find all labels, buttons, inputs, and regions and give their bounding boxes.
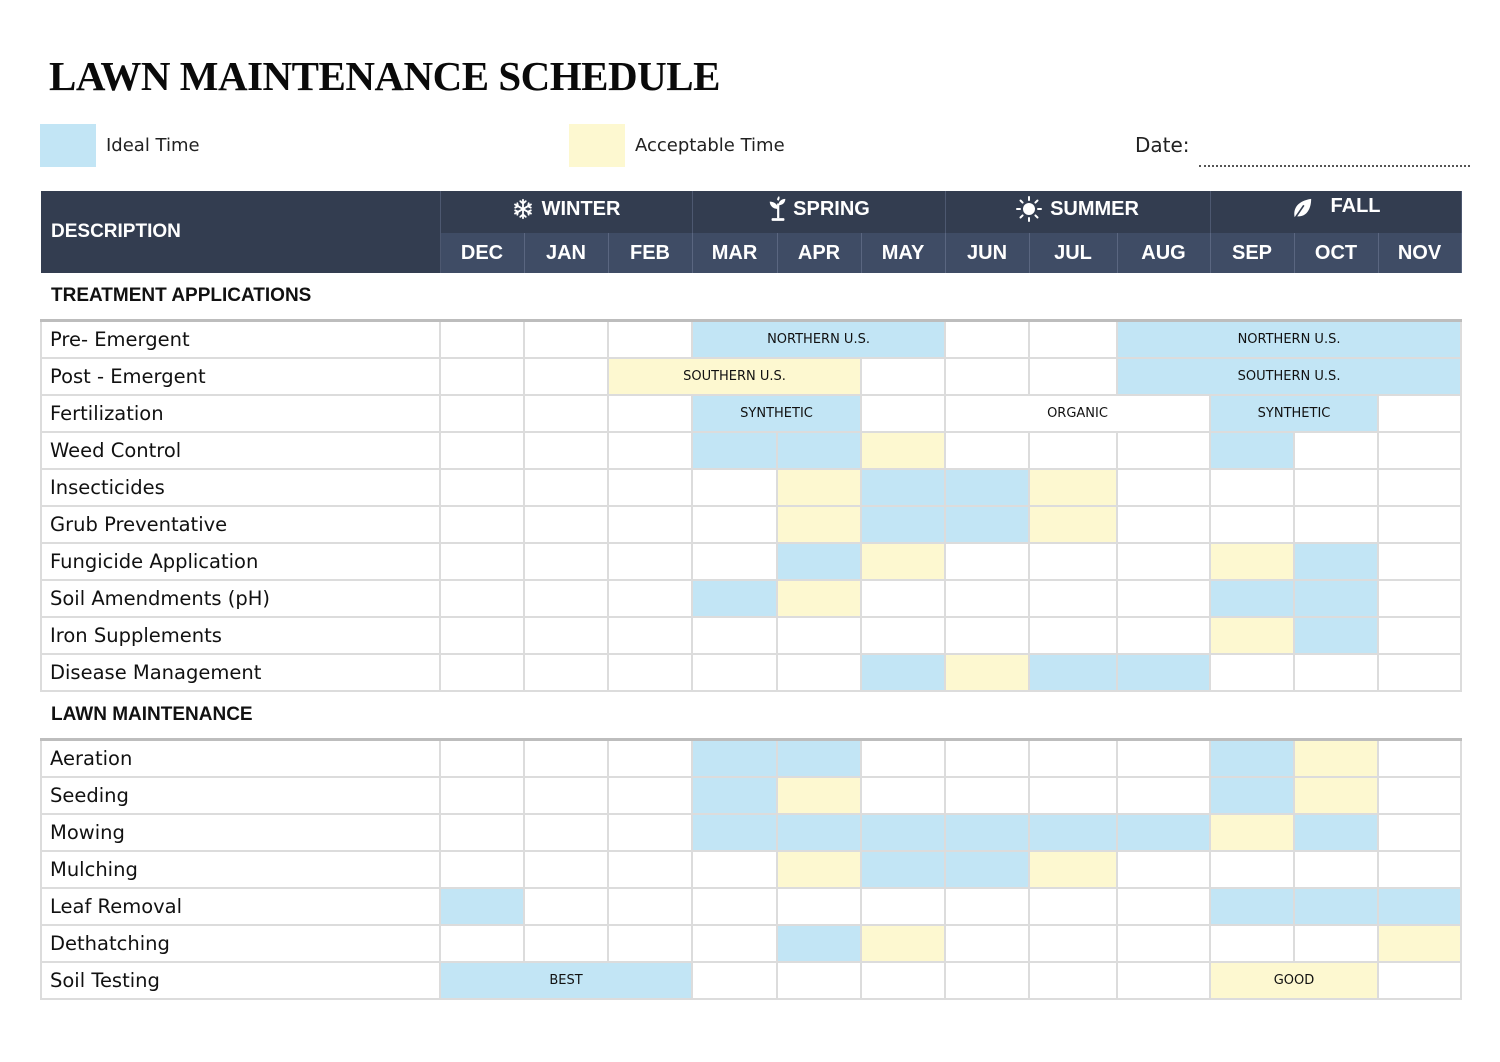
schedule-cell-jun	[945, 506, 1029, 543]
schedule-cell-nov	[1378, 814, 1461, 851]
table-row	[41, 395, 1461, 432]
schedule-cell-nov	[1378, 506, 1461, 543]
schedule-cell-may	[861, 617, 945, 654]
schedule-cell-may	[861, 432, 945, 469]
schedule-cell-dec	[440, 925, 524, 962]
schedule-cell-jun	[945, 740, 1029, 778]
schedule-cell-aug	[1117, 469, 1210, 506]
schedule-cell-none	[440, 358, 524, 395]
schedule-cell-none	[524, 395, 608, 432]
schedule-cell-jul	[1029, 506, 1117, 543]
schedule-cell-sep	[1210, 777, 1294, 814]
schedule-cell-may	[861, 506, 945, 543]
schedule-cell-jan	[524, 543, 608, 580]
schedule-cell-jun	[945, 617, 1029, 654]
schedule-cell-nov	[1378, 777, 1461, 814]
page-title: LAWN MAINTENANCE SCHEDULE	[49, 53, 720, 99]
schedule-cell-jul	[1029, 851, 1117, 888]
schedule-cell-sep	[1210, 580, 1294, 617]
table-row	[41, 654, 1461, 691]
section-header-row	[41, 691, 1461, 740]
schedule-cell-jul	[1029, 814, 1117, 851]
schedule-cell-none	[861, 395, 945, 432]
row-label: Dethatching	[41, 925, 440, 962]
schedule-cell-none	[1378, 395, 1461, 432]
schedule-cell-jan	[524, 814, 608, 851]
schedule-cell-apr	[777, 888, 861, 925]
table-row	[41, 851, 1461, 888]
schedule-cell-jun	[945, 432, 1029, 469]
schedule-cell-none	[1029, 321, 1117, 359]
schedule-cell-sep	[1210, 469, 1294, 506]
schedule-cell-jan	[524, 469, 608, 506]
row-label: Seeding	[41, 777, 440, 814]
table-row	[41, 777, 1461, 814]
month-header-dec: DEC	[440, 233, 524, 273]
schedule-cell-aug	[1117, 925, 1210, 962]
schedule-cell-apr	[777, 469, 861, 506]
legend-ideal-label: Ideal Time	[106, 135, 200, 156]
schedule-cell-apr	[777, 580, 861, 617]
schedule-cell-may	[861, 469, 945, 506]
month-header-jan: JAN	[524, 233, 608, 273]
schedule-cell-feb	[608, 432, 692, 469]
schedule-cell-jan	[524, 777, 608, 814]
schedule-cell-jan	[524, 925, 608, 962]
schedule-cell-jan	[524, 506, 608, 543]
table-row	[41, 617, 1461, 654]
schedule-cell-mar	[692, 777, 777, 814]
season-summer-label: SUMMER	[1050, 197, 1139, 220]
schedule-cell-jun	[945, 888, 1029, 925]
schedule-cell-jul	[1029, 888, 1117, 925]
schedule-cell-oct	[1294, 851, 1378, 888]
schedule-cell-feb	[608, 617, 692, 654]
month-header-jul: JUL	[1029, 233, 1117, 273]
schedule-cell-jan	[524, 851, 608, 888]
section-title: TREATMENT APPLICATIONS	[41, 273, 1461, 321]
schedule-cell-jan	[524, 617, 608, 654]
schedule-cell-dec	[440, 506, 524, 543]
schedule-cell-mar	[692, 617, 777, 654]
schedule-cell-accept: GOOD	[1210, 962, 1378, 999]
schedule-cell-apr	[777, 654, 861, 691]
schedule-table	[40, 191, 1462, 1000]
schedule-cell-nov	[1378, 925, 1461, 962]
month-header-apr: APR	[777, 233, 861, 273]
schedule-cell-feb	[608, 740, 692, 778]
schedule-cell-nov	[1378, 543, 1461, 580]
schedule-cell-nov	[1378, 888, 1461, 925]
schedule-cell-dec	[440, 432, 524, 469]
schedule-cell-feb	[608, 925, 692, 962]
table-row	[41, 506, 1461, 543]
schedule-cell-feb	[608, 580, 692, 617]
schedule-cell-ideal: NORTHERN U.S.	[692, 321, 945, 359]
schedule-cell-nov	[1378, 740, 1461, 778]
schedule-cell-mar	[692, 888, 777, 925]
schedule-cell-may	[861, 777, 945, 814]
schedule-cell-sep	[1210, 888, 1294, 925]
schedule-cell-jun	[945, 851, 1029, 888]
schedule-cell-jul	[1029, 432, 1117, 469]
schedule-cell-apr	[777, 506, 861, 543]
schedule-cell-none	[1029, 962, 1117, 999]
schedule-cell-oct	[1294, 617, 1378, 654]
schedule-cell-apr	[777, 851, 861, 888]
schedule-cell-aug	[1117, 617, 1210, 654]
schedule-cell-sep	[1210, 617, 1294, 654]
month-header-nov: NOV	[1378, 233, 1461, 273]
schedule-cell-may	[861, 543, 945, 580]
schedule-cell-mar	[692, 654, 777, 691]
schedule-cell-dec	[440, 814, 524, 851]
schedule-cell-jan	[524, 654, 608, 691]
schedule-cell-oct	[1294, 740, 1378, 778]
schedule-cell-may	[861, 580, 945, 617]
schedule-cell-sep	[1210, 740, 1294, 778]
schedule-cell-oct	[1294, 432, 1378, 469]
schedule-cell-mar	[692, 469, 777, 506]
snowflake-icon	[512, 198, 534, 220]
schedule-cell-dec	[440, 543, 524, 580]
schedule-cell-jun	[945, 469, 1029, 506]
schedule-cell-dec	[440, 740, 524, 778]
schedule-cell-aug	[1117, 777, 1210, 814]
row-label: Post - Emergent	[41, 358, 440, 395]
schedule-cell-jun	[945, 654, 1029, 691]
schedule-cell-sep	[1210, 851, 1294, 888]
schedule-cell-none	[777, 962, 861, 999]
row-label: Soil Testing	[41, 962, 440, 999]
schedule-cell-oct	[1294, 925, 1378, 962]
date-label: Date:	[1135, 133, 1190, 157]
row-label: Fertilization	[41, 395, 440, 432]
schedule-cell-aug	[1117, 851, 1210, 888]
schedule-cell-dec	[440, 851, 524, 888]
season-fall	[1210, 191, 1461, 233]
schedule-cell-oct	[1294, 469, 1378, 506]
schedule-cell-none	[440, 321, 524, 359]
leaf-icon	[1291, 197, 1313, 221]
schedule-cell-nov	[1378, 432, 1461, 469]
schedule-cell-apr	[777, 777, 861, 814]
row-label: Mulching	[41, 851, 440, 888]
date-input-line[interactable]	[1199, 165, 1470, 167]
schedule-cell-nov	[1378, 654, 1461, 691]
table-row	[41, 888, 1461, 925]
schedule-cell-dec	[440, 580, 524, 617]
schedule-cell-may	[861, 925, 945, 962]
table-row	[41, 432, 1461, 469]
schedule-cell-oct	[1294, 580, 1378, 617]
schedule-cell-feb	[608, 888, 692, 925]
schedule-cell-mar	[692, 506, 777, 543]
legend-ideal-swatch	[40, 124, 96, 167]
sprout-icon	[767, 196, 789, 222]
schedule-cell-aug	[1117, 580, 1210, 617]
schedule-cell-none	[608, 395, 692, 432]
schedule-cell-sep	[1210, 543, 1294, 580]
schedule-cell-dec	[440, 617, 524, 654]
schedule-cell-ideal: NORTHERN U.S.	[1117, 321, 1461, 359]
season-spring-label: SPRING	[793, 197, 870, 220]
month-header-mar: MAR	[692, 233, 777, 273]
schedule-cell-none	[945, 962, 1029, 999]
schedule-cell-none: ORGANIC	[945, 395, 1210, 432]
schedule-cell-dec	[440, 777, 524, 814]
legend-ideal	[40, 124, 200, 167]
schedule-cell-nov	[1378, 469, 1461, 506]
schedule-cell-feb	[608, 469, 692, 506]
season-winter	[440, 191, 692, 233]
row-label: Leaf Removal	[41, 888, 440, 925]
month-header-feb: FEB	[608, 233, 692, 273]
schedule-cell-oct	[1294, 814, 1378, 851]
schedule-cell-aug	[1117, 654, 1210, 691]
row-label: Disease Management	[41, 654, 440, 691]
schedule-cell-jul	[1029, 654, 1117, 691]
schedule-cell-feb	[608, 543, 692, 580]
schedule-cell-jan	[524, 888, 608, 925]
table-row	[41, 543, 1461, 580]
schedule-cell-sep	[1210, 506, 1294, 543]
schedule-cell-aug	[1117, 814, 1210, 851]
schedule-cell-none	[861, 358, 945, 395]
schedule-cell-aug	[1117, 740, 1210, 778]
sun-icon	[1016, 196, 1042, 222]
schedule-cell-apr	[777, 543, 861, 580]
schedule-cell-none	[1117, 962, 1210, 999]
schedule-cell-dec	[440, 469, 524, 506]
schedule-cell-none	[524, 321, 608, 359]
legend-acceptable	[569, 124, 785, 167]
schedule-cell-oct	[1294, 543, 1378, 580]
schedule-cell-oct	[1294, 654, 1378, 691]
table-row	[41, 925, 1461, 962]
table-row	[41, 580, 1461, 617]
table-row	[41, 740, 1461, 778]
schedule-cell-may	[861, 888, 945, 925]
schedule-cell-jan	[524, 432, 608, 469]
schedule-cell-jul	[1029, 777, 1117, 814]
row-label: Mowing	[41, 814, 440, 851]
schedule-cell-jan	[524, 740, 608, 778]
schedule-cell-none	[945, 321, 1029, 359]
schedule-cell-mar	[692, 814, 777, 851]
schedule-cell-aug	[1117, 506, 1210, 543]
section-title: LAWN MAINTENANCE	[41, 691, 1461, 740]
schedule-cell-jun	[945, 777, 1029, 814]
row-label: Iron Supplements	[41, 617, 440, 654]
row-label: Soil Amendments (pH)	[41, 580, 440, 617]
row-label: Grub Preventative	[41, 506, 440, 543]
schedule-cell-jul	[1029, 543, 1117, 580]
schedule-cell-apr	[777, 740, 861, 778]
schedule-cell-jun	[945, 543, 1029, 580]
schedule-cell-oct	[1294, 888, 1378, 925]
schedule-cell-aug	[1117, 432, 1210, 469]
season-fall-label: FALL	[1330, 194, 1381, 217]
schedule-cell-ideal: SYNTHETIC	[1210, 395, 1378, 432]
schedule-cell-feb	[608, 506, 692, 543]
schedule-cell-feb	[608, 777, 692, 814]
season-summer	[945, 191, 1210, 233]
schedule-cell-jun	[945, 580, 1029, 617]
table-row	[41, 469, 1461, 506]
schedule-cell-oct	[1294, 506, 1378, 543]
table-row	[41, 962, 1461, 999]
schedule-cell-jun	[945, 925, 1029, 962]
row-label: Insecticides	[41, 469, 440, 506]
schedule-cell-nov	[1378, 580, 1461, 617]
schedule-cell-mar	[692, 740, 777, 778]
legend-acceptable-swatch	[569, 124, 625, 167]
schedule-cell-nov	[1378, 617, 1461, 654]
schedule-cell-apr	[777, 617, 861, 654]
schedule-cell-sep	[1210, 814, 1294, 851]
schedule-cell-oct	[1294, 777, 1378, 814]
schedule-cell-may	[861, 814, 945, 851]
schedule-cell-may	[861, 740, 945, 778]
row-label: Pre- Emergent	[41, 321, 440, 359]
schedule-cell-jul	[1029, 580, 1117, 617]
schedule-cell-jul	[1029, 617, 1117, 654]
schedule-cell-ideal: BEST	[440, 962, 692, 999]
schedule-cell-apr	[777, 814, 861, 851]
table-row	[41, 321, 1461, 359]
table-row	[41, 358, 1461, 395]
schedule-cell-dec	[440, 888, 524, 925]
schedule-cell-none	[608, 321, 692, 359]
schedule-cell-ideal: SOUTHERN U.S.	[1117, 358, 1461, 395]
schedule-cell-dec	[440, 654, 524, 691]
schedule-cell-sep	[1210, 654, 1294, 691]
schedule-cell-none	[861, 962, 945, 999]
schedule-cell-none	[692, 962, 777, 999]
schedule-cell-ideal: SYNTHETIC	[692, 395, 861, 432]
schedule-cell-jul	[1029, 740, 1117, 778]
schedule-cell-none	[1378, 962, 1461, 999]
description-header: DESCRIPTION	[41, 191, 440, 273]
schedule-cell-sep	[1210, 925, 1294, 962]
row-label: Aeration	[41, 740, 440, 778]
season-winter-label: WINTER	[541, 197, 621, 220]
month-header-jun: JUN	[945, 233, 1029, 273]
month-header-may: MAY	[861, 233, 945, 273]
schedule-cell-none	[1029, 358, 1117, 395]
schedule-cell-apr	[777, 925, 861, 962]
schedule-cell-may	[861, 851, 945, 888]
schedule-cell-nov	[1378, 851, 1461, 888]
schedule-cell-mar	[692, 580, 777, 617]
schedule-cell-feb	[608, 814, 692, 851]
schedule-cell-accept: SOUTHERN U.S.	[608, 358, 861, 395]
section-header-row	[41, 273, 1461, 321]
schedule-cell-may	[861, 654, 945, 691]
row-label: Fungicide Application	[41, 543, 440, 580]
schedule-cell-jun	[945, 814, 1029, 851]
schedule-cell-jul	[1029, 925, 1117, 962]
schedule-cell-jan	[524, 580, 608, 617]
schedule-cell-none	[440, 395, 524, 432]
month-header-sep: SEP	[1210, 233, 1294, 273]
month-header-aug: AUG	[1117, 233, 1210, 273]
legend-acceptable-label: Acceptable Time	[635, 135, 785, 156]
schedule-cell-mar	[692, 925, 777, 962]
schedule-cell-aug	[1117, 888, 1210, 925]
date-field-group	[1135, 133, 1190, 157]
schedule-cell-none	[945, 358, 1029, 395]
month-header-oct: OCT	[1294, 233, 1378, 273]
table-row	[41, 814, 1461, 851]
schedule-cell-jul	[1029, 469, 1117, 506]
schedule-cell-aug	[1117, 543, 1210, 580]
schedule-cell-none	[524, 358, 608, 395]
season-spring	[692, 191, 945, 233]
row-label: Weed Control	[41, 432, 440, 469]
schedule-cell-mar	[692, 543, 777, 580]
schedule-cell-mar	[692, 851, 777, 888]
schedule-cell-mar	[692, 432, 777, 469]
schedule-cell-feb	[608, 851, 692, 888]
schedule-cell-apr	[777, 432, 861, 469]
schedule-cell-sep	[1210, 432, 1294, 469]
schedule-cell-feb	[608, 654, 692, 691]
